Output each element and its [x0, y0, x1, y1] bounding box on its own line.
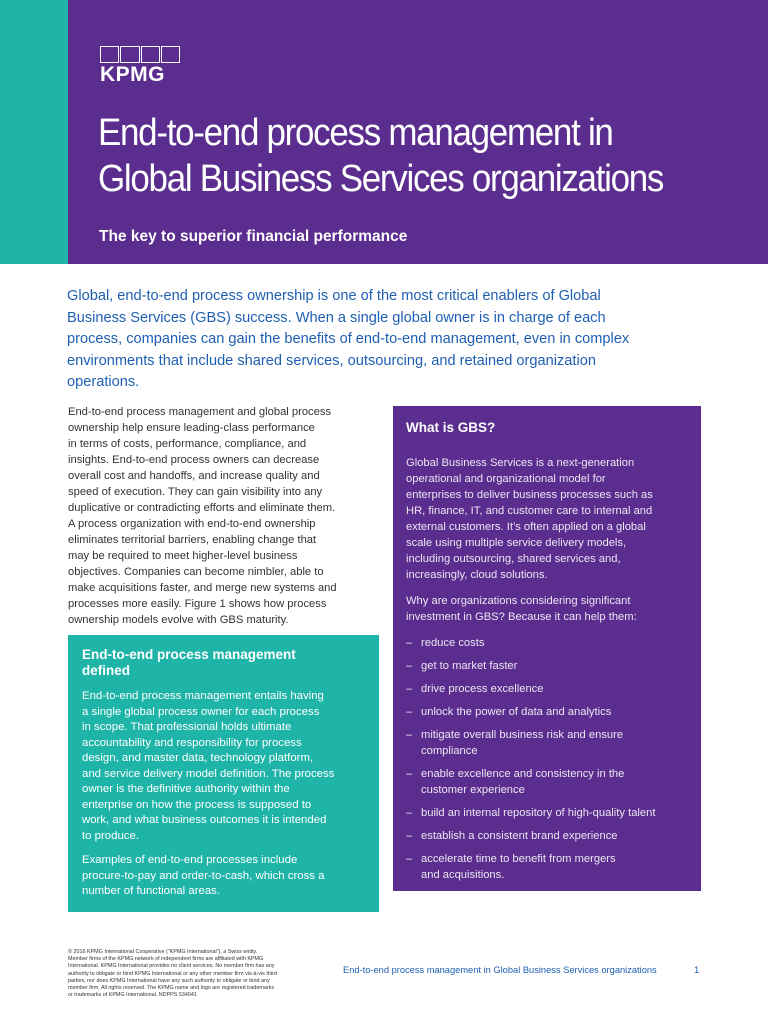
list-item-line: customer experience — [421, 784, 525, 796]
intro-line: environments that include shared services, outsourcing, and retained organization — [67, 352, 596, 369]
heading-line: End-to-end process management — [82, 647, 296, 662]
intro-line: operations. — [67, 374, 140, 390]
list-item — [406, 681, 688, 697]
list-item — [406, 704, 688, 720]
body-line: objectives. Companies can become nimbler, able to — [68, 566, 324, 578]
callout-line: accountability and responsibility for process — [82, 736, 302, 749]
sidebar-line: enterprises to deliver business processes such as — [406, 489, 653, 501]
dash-marker: – — [406, 706, 413, 718]
list-item-line: accelerate time to benefit from mergers — [421, 853, 616, 865]
body-line: duplicative or contradicting efforts and eliminate them. — [68, 502, 336, 514]
list-item — [406, 766, 688, 798]
sidebar-line: increasingly, cloud solutions. — [406, 569, 548, 581]
dash-marker: – — [406, 637, 413, 649]
sidebar-line: external customers. It’s often applied on a global — [406, 521, 646, 533]
list-item-line: get to market faster — [421, 660, 518, 672]
definition-callout — [68, 635, 379, 912]
list-item-text — [421, 851, 616, 883]
legal-line: member firm. All rights reserved. The KPMG name and logo are registered trademarks — [68, 985, 275, 992]
body-line: insights. End-to-end process owners can decrease — [68, 454, 320, 466]
body-line: eliminates territorial barriers, enabling change that — [68, 534, 317, 546]
list-item-line: enable excellence and consistency in the — [421, 768, 625, 780]
body-line: ownership models evolve with GBS maturity. — [68, 614, 289, 626]
list-item-line: unlock the power of data and analytics — [421, 706, 612, 718]
callout-heading — [82, 647, 365, 679]
hero-banner — [68, 0, 768, 264]
accent-strip — [0, 0, 68, 264]
callout-paragraph — [82, 689, 365, 844]
legal-notice — [68, 949, 336, 999]
page-subtitle: The key to superior financial performance — [99, 228, 408, 245]
sidebar-line: including outsourcing, shared services and, — [406, 553, 621, 565]
body-line: may be required to meet higher-level business — [68, 550, 298, 562]
list-item-text — [421, 805, 655, 821]
sidebar-paragraph — [406, 455, 688, 583]
sidebar-line: HR, finance, IT, and customer care to internal and — [406, 505, 653, 517]
sidebar-line: scale using multiple service delivery models, — [406, 537, 627, 549]
list-item — [406, 727, 688, 759]
callout-line: owner is the definitive authority within the — [82, 783, 290, 795]
list-item — [406, 851, 688, 883]
dash-marker: – — [406, 729, 413, 741]
sidebar-line: investment in GBS? Because it can help them: — [406, 611, 637, 623]
legal-line: or trademarks of KPMG International. NDPPS 534041 — [68, 992, 197, 999]
body-line: A process organization with end-to-end ownership — [68, 518, 316, 530]
heading-line: defined — [82, 663, 131, 678]
legal-line: © 2016 KPMG International Cooperative (“KPMG International”), a Swiss entity. — [68, 949, 258, 955]
logo-box — [141, 46, 160, 63]
callout-line: a single global process owner for each process — [82, 705, 320, 718]
logo-wordmark: KPMG — [100, 63, 165, 86]
body-line: overall cost and handoffs, and increase quality and — [68, 470, 320, 482]
list-item — [406, 635, 688, 651]
legal-line: authority to obligate or bind KPMG International or any other member firm vis-à-vis third — [68, 970, 277, 977]
list-item-line: and acquisitions. — [421, 869, 505, 881]
body-line: in terms of costs, performance, compliance, and — [68, 438, 307, 450]
list-item-text — [421, 727, 623, 759]
list-item-line: mitigate overall business risk and ensure — [421, 729, 624, 741]
body-line: ownership help ensure leading-class performance — [68, 422, 315, 434]
list-item-text — [421, 704, 611, 720]
body-paragraph — [68, 404, 378, 628]
intro-line: Business Services (GBS) success. When a single global owner is in charge of each — [67, 309, 606, 326]
list-item-line: reduce costs — [421, 637, 485, 649]
list-item-line: establish a consistent brand experience — [421, 830, 618, 842]
title-line: End-to-end process management in — [98, 112, 613, 154]
footer-document-title: End-to-end process management in Global Business Services organizations — [343, 965, 657, 975]
dash-marker: – — [406, 853, 413, 865]
kpmg-logo — [100, 46, 180, 85]
page-number: 1 — [694, 965, 700, 975]
dash-marker: – — [406, 807, 413, 819]
sidebar-line: Global Business Services is a next-generation — [406, 457, 635, 469]
body-line: make acquisitions faster, and merge new systems and — [68, 582, 337, 594]
dash-marker: – — [406, 660, 413, 672]
callout-line: to produce. — [82, 829, 139, 842]
sidebar-heading: What is GBS? — [406, 420, 496, 435]
title-line: Global Business Services organizations — [98, 158, 664, 200]
legal-line: parties, nor does KPMG International have any such authority to obligate or bind any — [68, 977, 270, 984]
list-item-text — [421, 658, 517, 674]
benefits-list — [406, 635, 688, 883]
list-item — [406, 805, 688, 821]
dash-marker: – — [406, 768, 413, 780]
list-item — [406, 828, 688, 844]
legal-line: International. KPMG International provides no client services. No member firm has any — [68, 963, 275, 970]
logo-box — [161, 46, 180, 63]
dash-marker: – — [406, 683, 413, 695]
intro-line: process, companies can gain the benefits of end-to-end management, even in complex — [67, 331, 630, 347]
sidebar-line: Why are organizations considering significant — [406, 595, 631, 607]
body-line: speed of execution. They can gain visibility into any — [68, 486, 323, 498]
intro-paragraph — [67, 286, 697, 394]
callout-line: procure-to-pay and order-to-cash, which cross a — [82, 869, 325, 882]
callout-line: and service delivery model definition. The process — [82, 767, 335, 780]
callout-paragraph — [82, 853, 365, 900]
legal-line: Member firms of the KPMG network of independent firms are affiliated with KPMG — [68, 956, 264, 963]
logo-box — [120, 46, 139, 63]
body-line: processes more easily. Figure 1 shows how process — [68, 598, 327, 610]
list-item-line: compliance — [421, 745, 478, 757]
list-item-text — [421, 766, 624, 798]
sidebar-line: operational and organizational model for — [406, 473, 606, 485]
intro-line: Global, end-to-end process ownership is one of the most critical enablers of Global — [67, 288, 601, 304]
callout-line: End-to-end process management entails having — [82, 690, 324, 702]
callout-line: in scope. That professional holds ultimate — [82, 721, 292, 733]
callout-line: work, and what business outcomes it is intended — [82, 814, 327, 826]
dash-marker: – — [406, 830, 413, 842]
sidebar-paragraph — [406, 593, 688, 625]
list-item-text — [421, 635, 484, 651]
gbs-sidebar — [393, 406, 701, 891]
callout-line: design, and master data, technology platform, — [82, 752, 314, 764]
list-item — [406, 658, 688, 674]
list-item-line: drive process excellence — [421, 683, 544, 695]
logo-box — [100, 46, 119, 63]
body-line: End-to-end process management and global process — [68, 406, 332, 418]
list-item-line: build an internal repository of high-quality talent — [421, 807, 656, 819]
page-title — [98, 110, 705, 202]
list-item-text — [421, 828, 618, 844]
list-item-text — [421, 681, 544, 697]
logo-boxes — [100, 46, 180, 63]
callout-line: Examples of end-to-end processes include — [82, 854, 298, 866]
callout-line: enterprise on how the process is supposed to — [82, 798, 312, 811]
callout-line: number of functional areas. — [82, 885, 221, 897]
